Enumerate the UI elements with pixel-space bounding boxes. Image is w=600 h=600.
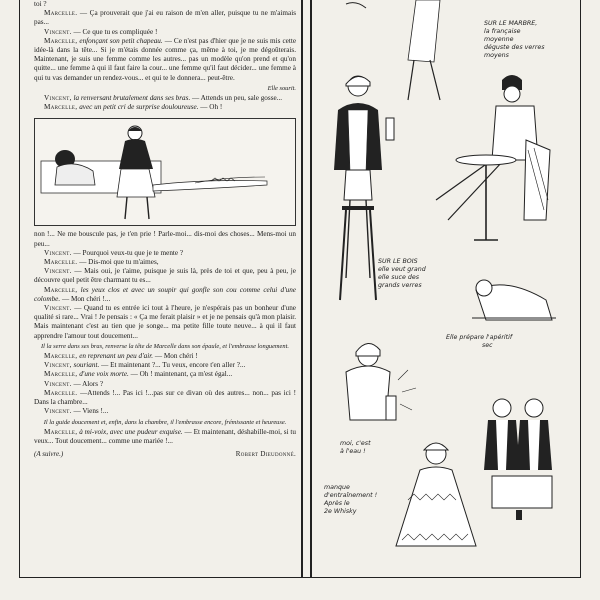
- stage-direction: Il la guide doucement et, enfin, dans la chambre, il l'embrasse encore, frémissante et heureuse.: [43, 418, 287, 426]
- dialogue-line: Vincent. — Pourquoi veux-tu que je te mente ?: [44, 248, 184, 257]
- dialogue-line: Vincent. — Viens !...: [44, 407, 109, 416]
- stage-direction: Elle sourit.: [267, 84, 296, 92]
- caption-whisky: manque d'entraînement ! Après le 2e Whisky: [324, 484, 378, 515]
- author-signature: Robert Dieudonné.: [235, 450, 296, 459]
- dialogue-line: Marcelle, en reprenant un peu d'air. — Mon chéri !: [44, 352, 198, 361]
- dialogue-line: Vincent. — Mais oui, je t'aime, puisque je suis là, près de toi et que, peu à peu, je découvre quel petit être charmant tu es...: [34, 267, 296, 285]
- dialogue-line: Marcelle. — Ça prouverait que j'ai eu raison de m'en aller, puisque tu ne m'aimais pas...: [34, 9, 296, 27]
- dialogue-line: Marcelle, les yeux clos et avec un soupir qui gonfle son cou comme celui d'une colombe. — Mon chéri !...: [34, 285, 296, 303]
- column-rule-left: [301, 0, 303, 578]
- caption-wood: SUR LE BOIS elle veut grand elle suce des grands verres: [378, 258, 426, 289]
- caption-aperitif: Elle prépare l'apéritif sec: [446, 334, 513, 349]
- line-toi: toi ?: [34, 0, 47, 8]
- couple-on-divan-illustration: [35, 119, 297, 225]
- column-rule-right: [310, 0, 312, 578]
- caption-water: moi, c'est à l'eau !: [340, 440, 371, 455]
- caption-marble: SUR LE MARBRE, la française moyenne déguste des verres moyens: [484, 20, 545, 59]
- dialogue-line: Marcelle. — Dis-moi que tu m'aimes,: [44, 258, 159, 267]
- dialogue-line: Marcelle. —Attends !... Pas ici !...pas sur ce divan où des autres... non... pas ici ! Dans la chambre...: [34, 388, 296, 407]
- stage-direction: Il la serre dans ses bras, renverse la tête de Marcelle dans son épaule, et l'embrasse longuement.: [41, 342, 289, 350]
- dialogue-line: Marcelle, d'une voix morte. — Oh ! maintenant, ça m'est égal...: [44, 370, 233, 379]
- illustration-column: [316, 0, 562, 570]
- text-column: [34, 0, 296, 570]
- dialogue-line: Vincent, souriant. — Et maintenant ?... Tu veux, encore t'en aller ?...: [44, 361, 246, 370]
- dialogue-line: non !... Ne me bouscule pas, je t'en prie ! Parle-moi... dis-moi des choses... Mens-moi un peu...: [34, 230, 296, 248]
- dialogue-line: Vincent. — Alors ?: [44, 379, 104, 388]
- article-footer: [34, 450, 296, 459]
- inline-illustration: [34, 118, 296, 226]
- dialogue-line: Vincent, la renversant brutalement dans ses bras. — Attends un peu, sale gosse...: [44, 94, 283, 103]
- dialogue-line: Vincent. — Quand tu es entrée ici tout à l'heure, je n'espérais pas un bonheur d'une qualité si rare... Vrai ! Je pensais : « Ça me ferait plaisir » et je ne pensais qu'à mon plaisir. Mais maintenant c'est au tien que je songe... ma petite fille toute neuve... à qui il faut apprendre l'amour tout doucement...: [34, 304, 296, 340]
- dialogue-line: Marcelle, avec un petit cri de surprise douloureuse. — Oh !: [44, 103, 223, 112]
- dialogue-line: Vincent. — Ce que tu es compliquée !: [44, 27, 158, 36]
- to-be-continued: (A suivre.): [34, 450, 64, 459]
- dialogue-line: Marcelle, à mi-voix, avec une pudeur exquise. — Et maintenant, déshabille-moi, si tu veux... Tout doucement... comme une mariée !...: [34, 427, 297, 445]
- dialogue-line: Marcelle, enfonçant son petit chapeau. — Ce n'est pas d'hier que je ne suis mis cette idée-là dans la tête... Si je m'étais donnée comme ça, même à toi, je me dégoûterais. Maintenant, je suis une femme comme les autres... pas un modèle qu'on prend et qu'on quitte... une femme à qui il faut faire la cour... une femme qu'il faut décider... une femme à qui tu vas demander un rendez-vous... et qui te le donnera... peut-être.: [34, 36, 297, 82]
